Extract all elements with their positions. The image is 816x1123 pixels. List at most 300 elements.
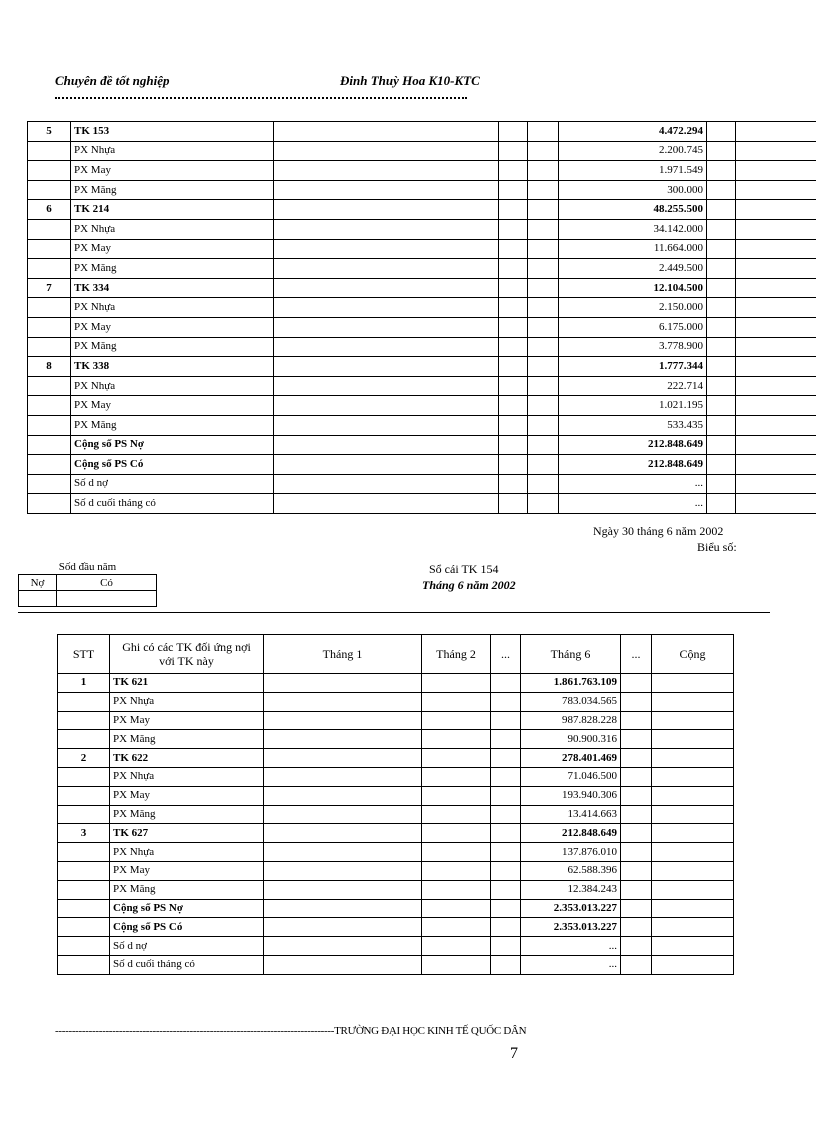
empty-cell [736,141,816,161]
table-row [28,317,816,337]
empty-cell [652,674,734,693]
empty-cell [274,474,499,494]
header-thang6: Tháng 6 [521,635,621,674]
row-account: Số d cuối tháng có [71,494,274,514]
empty-cell [274,239,499,259]
table-row [28,200,816,220]
empty-cell [499,122,528,142]
empty-cell [491,692,521,711]
row-stt [28,435,71,455]
row-value: 34.142.000 [559,219,707,239]
empty-cell [621,918,652,937]
empty-cell [707,494,736,514]
credit-cell [57,591,157,607]
row-stt [28,141,71,161]
row-stt: 5 [28,122,71,142]
row-value: 300.000 [559,180,707,200]
header-thang2: Tháng 2 [422,635,491,674]
empty-cell [491,674,521,693]
empty-cell [652,843,734,862]
empty-cell [499,415,528,435]
empty-cell [491,730,521,749]
row-value: 90.900.316 [521,730,621,749]
empty-cell [274,180,499,200]
empty-cell [422,805,491,824]
row-value: 193.940.306 [521,786,621,805]
row-stt [28,474,71,494]
row-account: PX May [110,861,264,880]
row-stt [28,180,71,200]
row-account: Cộng số PS Nợ [71,435,274,455]
empty-cell [621,749,652,768]
empty-cell [274,494,499,514]
empty-cell [274,376,499,396]
empty-cell [736,357,816,377]
empty-cell [736,474,816,494]
empty-cell [621,955,652,974]
empty-cell [422,955,491,974]
table-row [58,843,734,862]
row-value: 71.046.500 [521,767,621,786]
row-stt: 8 [28,357,71,377]
row-stt [28,219,71,239]
row-value: 783.034.565 [521,692,621,711]
empty-cell [491,937,521,956]
row-stt [28,161,71,181]
empty-cell [274,141,499,161]
empty-cell [422,861,491,880]
empty-cell [707,200,736,220]
row-value: 533.435 [559,415,707,435]
row-account: Cộng số PS Có [110,918,264,937]
empty-cell [422,918,491,937]
row-account: PX Nhựa [110,692,264,711]
credit-header: Có [57,575,157,591]
empty-cell [491,749,521,768]
empty-cell [422,937,491,956]
table-row [58,805,734,824]
row-value: 137.876.010 [521,843,621,862]
table-row [28,219,816,239]
empty-cell [491,861,521,880]
empty-cell [264,767,422,786]
empty-cell [528,376,559,396]
row-value: 212.848.649 [559,435,707,455]
empty-cell [274,161,499,181]
header-stt: STT [58,635,110,674]
empty-cell [621,824,652,843]
empty-cell [499,435,528,455]
row-stt [58,955,110,974]
row-stt [58,861,110,880]
empty-cell [621,730,652,749]
empty-cell [491,843,521,862]
row-value: 6.175.000 [559,317,707,337]
row-stt [58,843,110,862]
row-value: 2.353.013.227 [521,899,621,918]
row-account: PX May [110,711,264,730]
section-divider [18,612,770,613]
row-value: ... [521,937,621,956]
empty-cell [528,474,559,494]
empty-cell [528,219,559,239]
empty-cell [652,824,734,843]
empty-cell [528,494,559,514]
row-value: 2.200.745 [559,141,707,161]
row-account: PX May [71,161,274,181]
empty-cell [274,298,499,318]
empty-cell [499,317,528,337]
table-row [28,357,816,377]
header-dots2: ... [621,635,652,674]
table-row [28,161,816,181]
empty-cell [528,317,559,337]
table-row [28,239,816,259]
empty-cell [736,161,816,181]
row-account: TK 622 [110,749,264,768]
empty-cell [264,692,422,711]
row-account: PX Măng [110,730,264,749]
row-value: 2.449.500 [559,259,707,279]
row-value: 1.861.763.109 [521,674,621,693]
empty-cell [491,824,521,843]
table-row [28,474,816,494]
empty-cell [736,180,816,200]
table-row [58,674,734,693]
row-stt [58,937,110,956]
row-stt [28,259,71,279]
page-number: 7 [510,1045,518,1062]
row-account: PX Măng [71,180,274,200]
empty-cell [707,161,736,181]
empty-cell [264,955,422,974]
row-stt [28,337,71,357]
empty-cell [621,674,652,693]
table-row [28,259,816,279]
empty-cell [274,357,499,377]
empty-cell [422,674,491,693]
empty-cell [652,899,734,918]
row-stt [28,494,71,514]
row-stt [58,899,110,918]
empty-cell [621,786,652,805]
row-account: PX Nhựa [110,767,264,786]
row-account: PX Nhựa [71,219,274,239]
header-cong: Cộng [652,635,734,674]
row-account: PX Măng [71,259,274,279]
empty-cell [528,337,559,357]
empty-cell [528,200,559,220]
empty-cell [652,937,734,956]
table-row [28,396,816,416]
empty-cell [274,455,499,475]
row-stt [58,786,110,805]
empty-cell [707,376,736,396]
row-value: 278.401.469 [521,749,621,768]
row-account: PX Nhựa [71,376,274,396]
table-row [28,455,816,475]
table-row [58,692,734,711]
empty-cell [499,494,528,514]
footer-university: -----------------------------------------------------------------------------------TRƯỜNG ĐẠI HỌC KINH TẾ QUỐC DÂN [55,1025,527,1037]
row-account: PX Nhựa [71,298,274,318]
empty-cell [274,259,499,279]
row-account: TK 621 [110,674,264,693]
empty-cell [736,278,816,298]
empty-cell [491,955,521,974]
empty-cell [652,749,734,768]
empty-cell [652,767,734,786]
table-row [58,786,734,805]
row-stt [28,455,71,475]
row-account: Cộng số PS Nợ [110,899,264,918]
empty-cell [707,239,736,259]
empty-cell [491,880,521,899]
empty-cell [274,122,499,142]
empty-cell [621,843,652,862]
empty-cell [274,200,499,220]
empty-cell [621,767,652,786]
empty-cell [264,786,422,805]
empty-cell [707,455,736,475]
empty-cell [499,278,528,298]
empty-cell [422,767,491,786]
empty-cell [528,259,559,279]
table-row [28,298,816,318]
empty-cell [736,337,816,357]
empty-cell [652,805,734,824]
empty-cell [491,786,521,805]
empty-cell [736,259,816,279]
empty-cell [422,880,491,899]
row-account: TK 153 [71,122,274,142]
row-value: 48.255.500 [559,200,707,220]
row-account: TK 334 [71,278,274,298]
empty-cell [422,843,491,862]
empty-cell [621,880,652,899]
empty-cell [422,730,491,749]
empty-cell [274,278,499,298]
opening-balance-table [18,559,157,607]
row-account: PX Măng [71,337,274,357]
row-value: 212.848.649 [521,824,621,843]
row-account: Số d cuối tháng có [110,955,264,974]
table-row [58,899,734,918]
header-dotted-divider [55,97,467,99]
empty-cell [736,435,816,455]
table-row [28,494,816,514]
empty-cell [707,122,736,142]
row-stt: 2 [58,749,110,768]
empty-cell [499,161,528,181]
empty-cell [274,435,499,455]
empty-cell [652,861,734,880]
header-thang1: Tháng 1 [264,635,422,674]
empty-cell [736,122,816,142]
empty-cell [274,396,499,416]
empty-cell [499,396,528,416]
empty-cell [652,880,734,899]
row-stt [58,805,110,824]
table-row [28,376,816,396]
empty-cell [422,749,491,768]
empty-cell [422,899,491,918]
empty-cell [499,337,528,357]
row-stt [58,880,110,899]
empty-cell [707,435,736,455]
empty-cell [274,337,499,357]
ledger-title: Sổ cái TK 154 [429,562,499,576]
table-row [28,141,816,161]
table-row [28,122,816,142]
row-value: 2.150.000 [559,298,707,318]
row-value: 12.384.243 [521,880,621,899]
empty-cell [491,805,521,824]
row-account: PX Nhựa [110,843,264,862]
table-row [58,749,734,768]
row-stt [28,239,71,259]
row-stt [58,730,110,749]
row-stt [58,711,110,730]
row-value: 1.021.195 [559,396,707,416]
empty-cell [264,711,422,730]
empty-cell [264,918,422,937]
empty-cell [422,824,491,843]
row-stt [28,317,71,337]
empty-cell [264,899,422,918]
debit-header: Nợ [19,575,57,591]
debit-cell [19,591,57,607]
empty-cell [621,861,652,880]
empty-cell [274,317,499,337]
empty-cell [499,200,528,220]
empty-cell [264,880,422,899]
empty-cell [491,918,521,937]
table-row [58,918,734,937]
empty-cell [499,474,528,494]
empty-cell [621,937,652,956]
table-row [28,180,816,200]
empty-cell [652,711,734,730]
table-row [58,937,734,956]
table-row [58,861,734,880]
empty-cell [707,337,736,357]
empty-cell [528,357,559,377]
row-account: Số d nợ [71,474,274,494]
row-value: 2.353.013.227 [521,918,621,937]
header-dots1: ... [491,635,521,674]
row-account: PX Nhựa [71,141,274,161]
empty-cell [621,899,652,918]
row-account: PX May [71,317,274,337]
header-author: Đinh Thuỳ Hoa K10-KTC [340,73,480,88]
empty-cell [274,415,499,435]
row-account: Số d nợ [110,937,264,956]
empty-cell [264,937,422,956]
empty-cell [528,122,559,142]
row-stt [28,415,71,435]
row-value: 1.971.549 [559,161,707,181]
empty-cell [264,730,422,749]
row-account: PX May [71,396,274,416]
row-value: 987.828.228 [521,711,621,730]
empty-cell [736,455,816,475]
empty-cell [264,861,422,880]
row-stt [58,918,110,937]
table-row [28,415,816,435]
bieu-so-label: Biểu số: [697,540,737,554]
empty-cell [736,200,816,220]
empty-cell [499,357,528,377]
empty-cell [707,298,736,318]
row-stt: 1 [58,674,110,693]
empty-cell [499,180,528,200]
empty-cell [652,730,734,749]
empty-cell [736,494,816,514]
empty-cell [264,843,422,862]
row-stt [28,396,71,416]
empty-cell [528,161,559,181]
empty-cell [528,455,559,475]
empty-cell [499,239,528,259]
row-value: 12.104.500 [559,278,707,298]
row-stt [28,376,71,396]
table-row [58,767,734,786]
empty-cell [422,711,491,730]
date-line: Ngày 30 tháng 6 năm 2002 [593,524,724,538]
empty-cell [652,955,734,974]
empty-cell [499,259,528,279]
empty-cell [736,317,816,337]
empty-cell [736,376,816,396]
table-row [28,337,816,357]
empty-cell [707,219,736,239]
table-row [58,824,734,843]
empty-cell [264,824,422,843]
empty-cell [621,805,652,824]
row-stt [58,692,110,711]
row-stt [28,298,71,318]
row-account: PX Măng [110,805,264,824]
row-account: PX May [110,786,264,805]
row-value: 222.714 [559,376,707,396]
empty-cell [528,239,559,259]
empty-cell [736,396,816,416]
table-row [58,730,734,749]
row-value: 1.777.344 [559,357,707,377]
empty-cell [652,692,734,711]
row-account: TK 214 [71,200,274,220]
empty-cell [422,786,491,805]
table-row [28,278,816,298]
ledger-table-continued [27,121,816,514]
row-value: 3.778.900 [559,337,707,357]
empty-cell [264,674,422,693]
ledger-tk154-table [57,634,734,975]
empty-cell [528,415,559,435]
row-value: 13.414.663 [521,805,621,824]
empty-cell [707,357,736,377]
empty-cell [736,415,816,435]
row-value: 62.588.396 [521,861,621,880]
row-value: ... [521,955,621,974]
empty-cell [499,141,528,161]
row-value: ... [559,474,707,494]
row-account: PX May [71,239,274,259]
row-value: 11.664.000 [559,239,707,259]
empty-cell [491,711,521,730]
table-row [58,955,734,974]
